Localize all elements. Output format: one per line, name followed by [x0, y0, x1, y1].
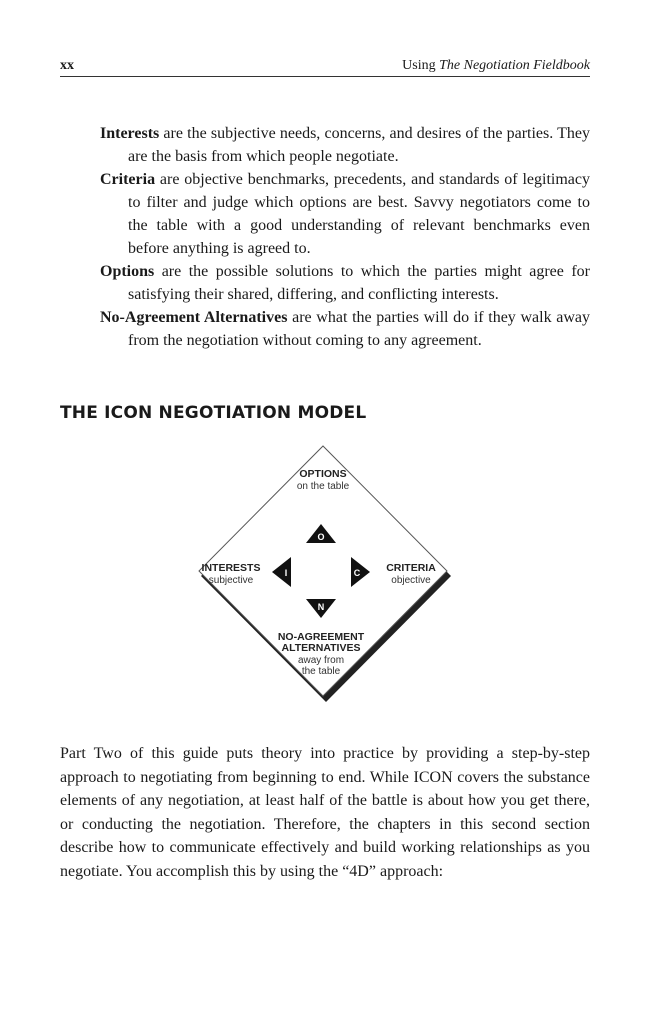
arrow-label-n: N	[317, 602, 325, 612]
definition-interests	[100, 122, 590, 168]
label-the-table: the table	[301, 666, 341, 677]
label-criteria-sub: objective	[391, 575, 431, 586]
label-interests: INTERESTS	[201, 562, 261, 574]
definition-text: are objective benchmarks, precedents, and standards of legitimacy to filter and judge which options are best. Savvy negotiators come to the table with a good understanding of relevant benchmarks even before anything is agreed to.	[128, 171, 590, 257]
label-away-from: away from	[297, 655, 345, 666]
definition-no-agreement-alternatives	[100, 306, 590, 352]
label-options: OPTIONS	[299, 468, 347, 480]
running-title-book: The Negotiation Fieldbook	[439, 58, 590, 73]
arrow-label-i: I	[284, 568, 288, 578]
definition-term: No-Agreement Alternatives	[100, 309, 288, 326]
page-folio: xx	[60, 58, 74, 73]
definition-term: Interests	[100, 125, 160, 142]
arrow-label-o: O	[317, 532, 325, 542]
section-heading: THE ICON NEGOTIATION MODEL	[60, 403, 367, 423]
arrow-label-c: C	[353, 568, 361, 578]
label-options-sub: on the table	[296, 481, 350, 492]
definition-text: are the subjective needs, concerns, and desires of the parties. They are the basis from which people negotiate.	[128, 125, 590, 165]
definition-text: are what the parties will do if they walk away from the negotiation without coming to any agreement.	[128, 309, 590, 349]
label-interests-sub: subjective	[208, 575, 254, 586]
definition-term: Options	[100, 263, 155, 280]
body-paragraph: Part Two of this guide puts theory into practice by providing a step-by-step approach to negotiating from beginning to end. While ICON covers the substance elements of any negotiation, at least half of the battle is about how you get there, or conducting the negotiation. Therefore, the chapters in this second section describe how to communicate effectively and build working relationships as you negotiate. You accomplish this by using the “4D” approach:	[60, 745, 590, 880]
running-title	[402, 58, 590, 74]
label-no-agreement: NO-AGREEMENT	[277, 631, 365, 643]
definition-criteria	[100, 168, 590, 260]
definition-term: Criteria	[100, 171, 156, 188]
label-criteria: CRITERIA	[386, 562, 436, 574]
icon-model-diagram	[196, 442, 456, 704]
label-alternatives: ALTERNATIVES	[281, 642, 361, 654]
definition-text: are the possible solutions to which the parties might agree for satisfying their shared, differing, and conflicting interests.	[128, 263, 590, 303]
definition-options	[100, 260, 590, 306]
icon-diagram-svg	[196, 442, 456, 704]
running-title-prefix: Using	[402, 58, 440, 73]
running-head	[60, 58, 590, 77]
definitions-list	[100, 122, 590, 352]
